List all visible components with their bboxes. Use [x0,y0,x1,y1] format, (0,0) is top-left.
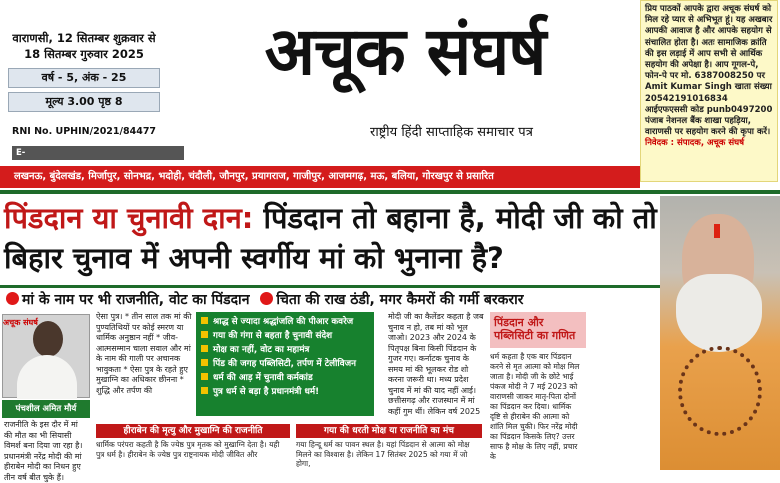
square-bullet-icon [201,317,208,324]
appeal-text: प्रिय पाठकों आपके द्वारा अचूक संघर्ष को मिल रहे प्यार से अभिभूत हूं। यह अखबार आपकी आवाज है और आपके सहयोग से संचालित होता है। अतः सामाजिक क्रांति की इस लड़ाई में आप सभी से आर्थिक सहयोग की अपेक्षा है। आप गूगल-पे, फोन-पे पर मो. 6387008250 पर Amit Kumar Singh खाता संख्या 20542191016834 आईएफएससी कोड punb0497200 पंजाब नेशनल बैंक शाखा पहड़िया, वाराणसी पर सहयोग करने की कृपा करें। [645,4,773,138]
newspaper-title: अचूक संघर्ष [264,12,546,90]
highlight-item [199,343,371,357]
highlight-text: गया की गंगा से बहता है चुनावी संदेश [213,331,333,341]
section2-text: गया हिन्दू धर्म का पावन स्थल है। यहां पिंडदान से आत्मा को मोक्ष मिलने का विश्वास है। लेकिन 17 सितंबर 2025 को गया में जो होगा, [296,440,470,468]
highlight-item [199,315,371,329]
subheading-bar [0,285,660,311]
sidebar-story-text: धर्म कहता है एक बार पिंडदान करने से मृत आत्मा को मोक्ष मिल जाता है। मोदी जी के छोटे भाई पंकज मोदी ने 7 मई 2023 को वाराणसी जाकर मातृ-पिता दोनों का पिंडदान कर दिया। धार्मिक दृष्टि से हीराबेन की आत्मा को शांति मिल चुकी। फिर नरेंद्र मोदी का पिंडदान किसके लिए? उत्तर साफ है मोक्ष के लिए नहीं, प्रचार के [490,352,580,461]
appeal-signature: निवेदक : संपादक, अचूक संघर्ष [645,138,745,149]
highlight-item [199,385,371,399]
bullet-icon [6,292,19,305]
email-bar[interactable]: E- [12,146,184,160]
square-bullet-icon [201,359,208,366]
date-text: वाराणसी, 12 सितम्बर शुक्रवार से 18 सितम्बर गुरुवार 2025 [12,31,156,61]
highlight-text: पुत्र धर्म से बड़ा है प्रधानमंत्री धर्म! [213,387,320,397]
square-bullet-icon [201,345,208,352]
headline-lead: पिंडदान या चुनावी दान: [4,201,254,235]
rni-number: RNI No. UPHIN/2021/84477 [12,126,157,137]
date-line [4,30,164,112]
highlight-text: श्राद्ध से ज्यादा श्रद्धांजलि की पीआर कवरेज [213,317,354,327]
subhead-2: चिता की राख ठंडी, मगर कैमरों की गर्मी बरकरार [276,292,524,308]
photo-watermark: अचूक संघर्ष [3,318,38,327]
appeal-box [640,0,778,182]
newspaper-subtitle: राष्ट्रीय हिंदी साप्ताहिक समाचार पत्र [370,125,533,140]
sidebar-story-heading: पिंडदान और पब्लिसिटी का गणित [494,316,576,342]
highlight-text: मोक्ष का नहीं, वोट का महामंत्र [213,345,310,355]
tilak-mark [714,224,720,238]
author-caption: पंचशील अमित मौर्य [2,400,90,418]
column4-text: मोदी जी का कैलेंडर कहता है जब चुनाव न हो, तब मां को भूल जाओ। 2023 और 2024 के पितृपक्ष बिना किसी पिंडदान के गुजर गए। कर्नाटक चुनाव के समय मां की भूलकर रोड शो करना जरूरी था। मध्य प्रदेश चुनाव में मां की याद नहीं आई। छत्तीसगढ़ और राजस्थान में मां कहीं गुम थीं। लेकिन वर्ष 2025 [388,312,484,416]
subhead-1: मां के नाम पर भी राजनीति, वोट का पिंडदान [22,292,250,308]
bullet-icon [260,292,273,305]
section-heading-1: हीराबेन की मृत्यु और मुखाग्नि की राजनीति [96,424,290,438]
price-pill: मूल्य 3.00 पृष्ठ 8 [8,92,160,112]
highlights-box [196,312,374,416]
author-body [17,355,77,399]
rudraksha-beads [678,346,762,436]
beard-shape [676,274,762,352]
section1-text: धार्मिक परंपरा कहती है कि ज्येष्ठ पुत्र मृतक को मुखाग्नि देता है। यही पुत्र धर्म है। हीराबेन के ज्येष्ठ पुत्र राष्ट्रनायक मोदी जीवित और [96,440,280,459]
main-headline [4,198,664,278]
headline-rest: पिंडदान तो बहाना है, मोदी जी को तो बिहार चुनाव में अपनी स्वर्गीय मां को भुनाना है? [4,201,657,275]
highlight-text: धर्म की आड़ में चुनावी कर्मकांड [213,373,313,383]
square-bullet-icon [201,373,208,380]
leader-photo [660,196,780,470]
section-heading-2: गया की धरती मोक्ष या राजनीति का मंच [296,424,482,438]
author-photo [2,314,90,398]
highlight-item [199,357,371,371]
column2-text: ऐसा पुत्र। * तीन साल तक मां की पुण्यतिथियों पर कोई स्मरण या धार्मिक अनुष्ठान नहीं * जीव-आत्मसम्मान चाला सवाल और मां के नाम की गाली पर अचानक भावुकता * ऐसा पुत्र के रहते हुए मुखाग्नि का अधिकार छीनना * शुद्धि और तर्पण की [96,312,192,395]
highlight-text: पिंड की जगह पब्लिसिटी, तर्पण में टेलीविजन [213,359,357,369]
divider [0,190,780,194]
column1-text: राजनीति के इस दौर में मां की मौत का भी सियासी विमर्श बना दिया जा रहा है। प्रधानमंत्री नरेंद्र मोदी की मां हीराबेन मोदी का निधन हुए तीन वर्ष बीत चुके हैं। [4,420,83,482]
volume-pill: वर्ष - 5, अंक - 25 [8,68,160,88]
region-bar: लखनऊ, बुंदेलखंड, मिर्जापुर, सोनभद्र, भदोही, चंदौली, जौनपुर, प्रयागराज, गाजीपुर, आजमगढ़, मऊ, बलिया, गोरखपुर से प्रसारित [0,166,640,188]
highlight-item [199,371,371,385]
square-bullet-icon [201,387,208,394]
square-bullet-icon [201,331,208,338]
highlight-item [199,329,371,343]
